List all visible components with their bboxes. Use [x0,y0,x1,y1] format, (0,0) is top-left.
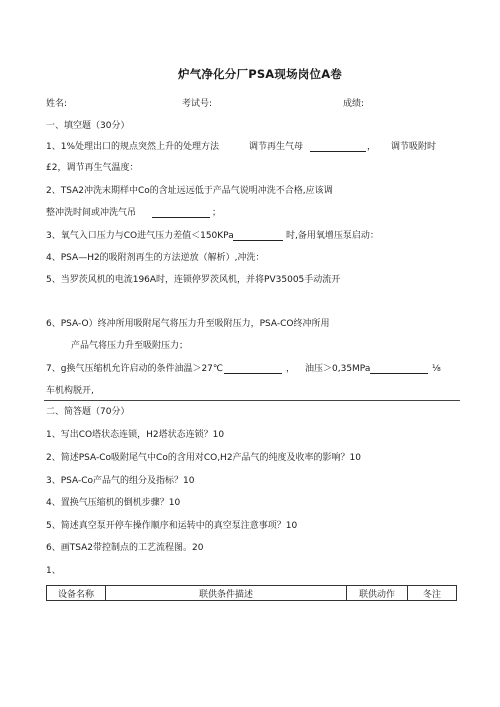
short-answer-2: 2、简述PSA-Co吸附尾气中Co的含用对CO,H2产品气的纯度及收率的影响？10 [46,453,361,463]
q2-text-cont: 整冲洗时间或冲洗气吊 [46,208,137,218]
q2-semicolon: ； [212,208,222,218]
q7-blank-1[interactable] [224,364,282,374]
q5-text: 5、当罗茨风机的电流196A时，连锁停罗茨风机，并将PV35005手动流开 [46,275,341,285]
q1-answer-2: 调节吸附时 [391,142,437,152]
interlock-table [46,585,457,601]
q3-text: 3、氧气入口压力与CO进气压力差值＜150KPa [46,231,234,241]
q3-text-cont: 时,备用氧增压泵启动： [286,231,379,241]
short-answer-5: 5、简述真空泵开停车操作顺序和运转中的真空泵注意事项？10 [46,521,298,531]
q1-text-cont: £2，调节再生气温度： [46,163,139,173]
col-action: 联供动作 [347,586,408,601]
q1-answer-1: 调节再生气母 [249,142,304,152]
answer-label: 1、 [46,566,61,576]
q1-text: 1、1%处理出口的规点突然上升的处理方法 [46,142,220,152]
section-divider [44,400,460,401]
q1-comma: ， [367,142,377,152]
q7-mark: ⅛ [432,364,441,374]
q4-text: 4、PSA—H2的吸附剂再生的方法逆放（解析）,冲洗： [46,253,265,263]
short-answer-3: 3、PSA-Co产品气的组分及指标？10 [46,476,195,486]
q7-comma: ， [286,364,296,374]
q1-blank[interactable] [310,142,366,152]
short-answer-6: 6、画TSA2带控制点的工艺流程图。20 [46,543,204,553]
col-condition: 联供条件描述 [106,586,347,601]
short-answer-4: 4、置换气压缩机的倒机步骤？10 [46,498,181,508]
name-label: 姓名: [46,99,68,109]
q3-blank[interactable] [233,231,283,241]
col-remark: 冬注 [408,586,457,601]
exam-title: 炉气净化分厂PSA现场岗位A卷 [178,67,343,81]
q7-text-cont: 车机构脱开, [46,386,94,396]
q2-blank[interactable] [152,208,210,218]
score-label: 成绩: [343,99,365,109]
col-equipment: 设备名称 [47,586,106,601]
q7-blank-2[interactable] [370,364,428,374]
q6-text: 6、PSA-O）终冲所用吸附尾气将压力升至吸附压力，PSA-CO终冲所用 [46,319,330,329]
section-short-answer-heading: 二、简答题（70分） [46,407,130,417]
q2-text: 2、TSA2冲洗末期样中Co的含址远远低于产品气说明冲洗不合格,应该调 [46,186,333,196]
q7-text: 7、g换气压缩机允许启动的条件油温＞27℃ [46,364,223,374]
short-answer-1: 1、写出CO塔状态连锁，H2塔状态连锁？10 [46,430,225,440]
q6-text-cont: 产品气将压力升至吸附压力； [71,341,189,351]
section-fill-heading: 一、填空题（30分） [46,121,130,131]
q7-oil-pressure: 油压＞0,35MPa [305,364,371,374]
table-header-row [47,586,457,601]
exam-number-label: 考试号: [182,99,213,109]
